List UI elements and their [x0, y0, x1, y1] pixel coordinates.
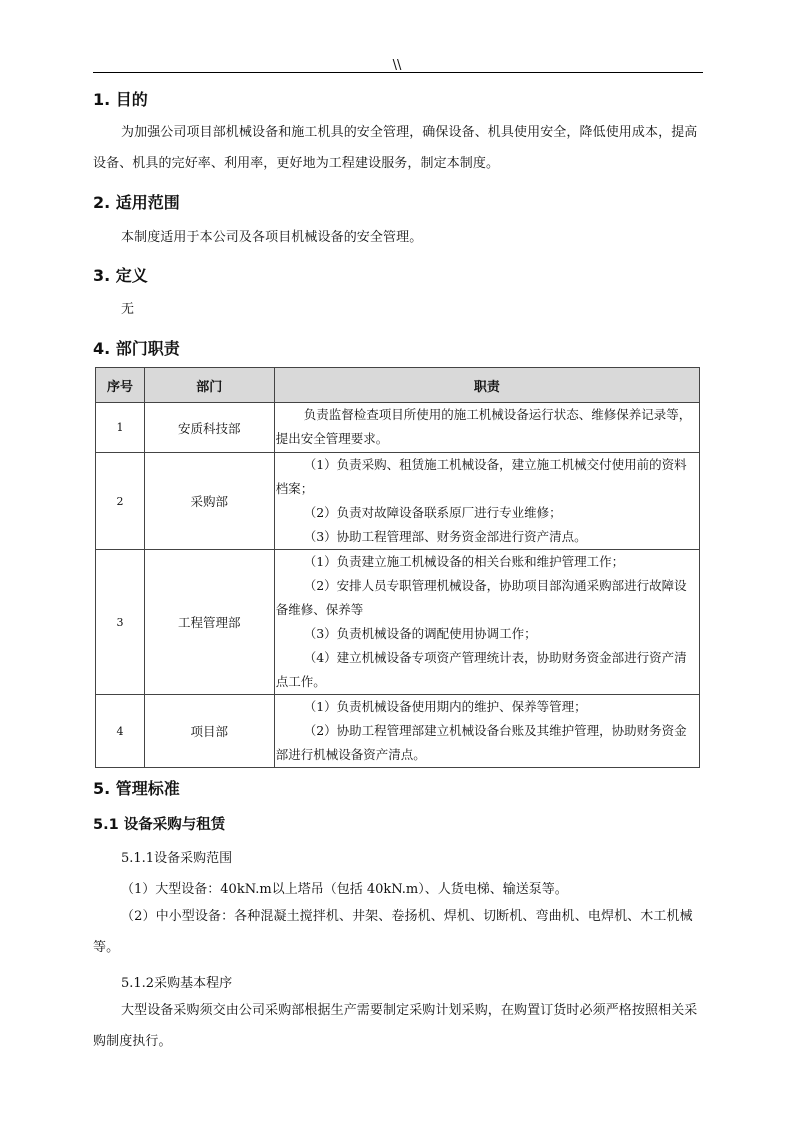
row-duties: [274, 550, 699, 695]
table-header-no: 序号: [96, 368, 145, 403]
section-3-body: 无: [121, 302, 135, 317]
row-department: 工程管理部: [144, 550, 274, 695]
duty-line: （2）安排人员专职管理机械设备，协助项目部沟通采购部进行故障设备维修、保养等: [275, 578, 687, 617]
table-row: [96, 695, 700, 768]
duty-line: （4）建立机械设备专项资产管理统计表，协助财务资金部进行资产清点工作。: [275, 650, 687, 689]
department-duties-table: [95, 367, 700, 768]
header-mark: \\: [392, 58, 402, 73]
subsection-5-1-1-title: 5.1.1设备采购范围: [121, 851, 233, 866]
section-3-title: 3. 定义: [93, 266, 148, 285]
table-header-dept: 部门: [144, 368, 274, 403]
purchase-scope-item-1: （1）大型设备：40kN.m以上塔吊（包括 40kN.m）、人货电梯、输送泵等。: [121, 882, 568, 897]
row-number: 2: [96, 453, 145, 550]
subsection-5-1-2-title: 5.1.2采购基本程序: [121, 976, 233, 991]
section-1-title: 1. 目的: [93, 90, 148, 109]
section-5-title: 5. 管理标准: [93, 779, 180, 798]
duty-line: （1）负责机械设备使用期内的维护、保养等管理；: [303, 699, 587, 714]
duty-line: （2）负责对故障设备联系原厂进行专业维修；: [303, 505, 562, 520]
row-number: 1: [96, 403, 145, 453]
duty-line: （1）负责建立施工机械设备的相关台账和维护管理工作；: [303, 554, 625, 569]
section-5-1-title: 5.1 设备采购与租赁: [93, 817, 226, 833]
duty-line: （3）负责机械设备的调配使用协调工作；: [303, 626, 537, 641]
row-duties: [274, 453, 699, 550]
row-duties: [274, 695, 699, 768]
purchase-procedure-body: 大型设备采购须交由公司采购部根据生产需要制定采购计划采购，在购置订货时必须严格按照相关采购制度执行。: [93, 1003, 698, 1049]
section-1-body: 为加强公司项目部机械设备和施工机具的安全管理，确保设备、机具使用安全，降低使用成本，提高设备、机具的完好率、利用率，更好地为工程建设服务，制定本制度。: [93, 125, 698, 171]
purchase-scope-item-2: （2）中小型设备：各种混凝土搅拌机、井架、卷扬机、焊机、切断机、弯曲机、电焊机、木工机械等。: [93, 909, 693, 955]
section-4-title: 4. 部门职责: [93, 339, 180, 358]
section-2-title: 2. 适用范围: [93, 193, 180, 212]
table-row: [96, 550, 700, 695]
row-number: 4: [96, 695, 145, 768]
row-duties: [274, 403, 699, 453]
duty-line: （1）负责采购、租赁施工机械设备，建立施工机械交付使用前的资料档案；: [275, 457, 687, 496]
row-number: 3: [96, 550, 145, 695]
row-department: 项目部: [144, 695, 274, 768]
row-department: 采购部: [144, 453, 274, 550]
duty-line: （3）协助工程管理部、财务资金部进行资产清点。: [303, 529, 587, 544]
table-row: [96, 403, 700, 453]
table-row: [96, 453, 700, 550]
table-header-row: [96, 368, 700, 403]
header-rule: [93, 72, 703, 73]
duty-line: （2）协助工程管理部建立机械设备台账及其维护管理，协助财务资金部进行机械设备资产清点。: [275, 723, 687, 762]
duty-line: 负责监督检查项目所使用的施工机械设备运行状态、维修保养记录等，提出安全管理要求。: [275, 407, 692, 446]
row-department: 安质科技部: [144, 403, 274, 453]
section-2-body: 本制度适用于本公司及各项目机械设备的安全管理。: [121, 230, 423, 245]
table-header-duty: 职责: [274, 368, 699, 403]
